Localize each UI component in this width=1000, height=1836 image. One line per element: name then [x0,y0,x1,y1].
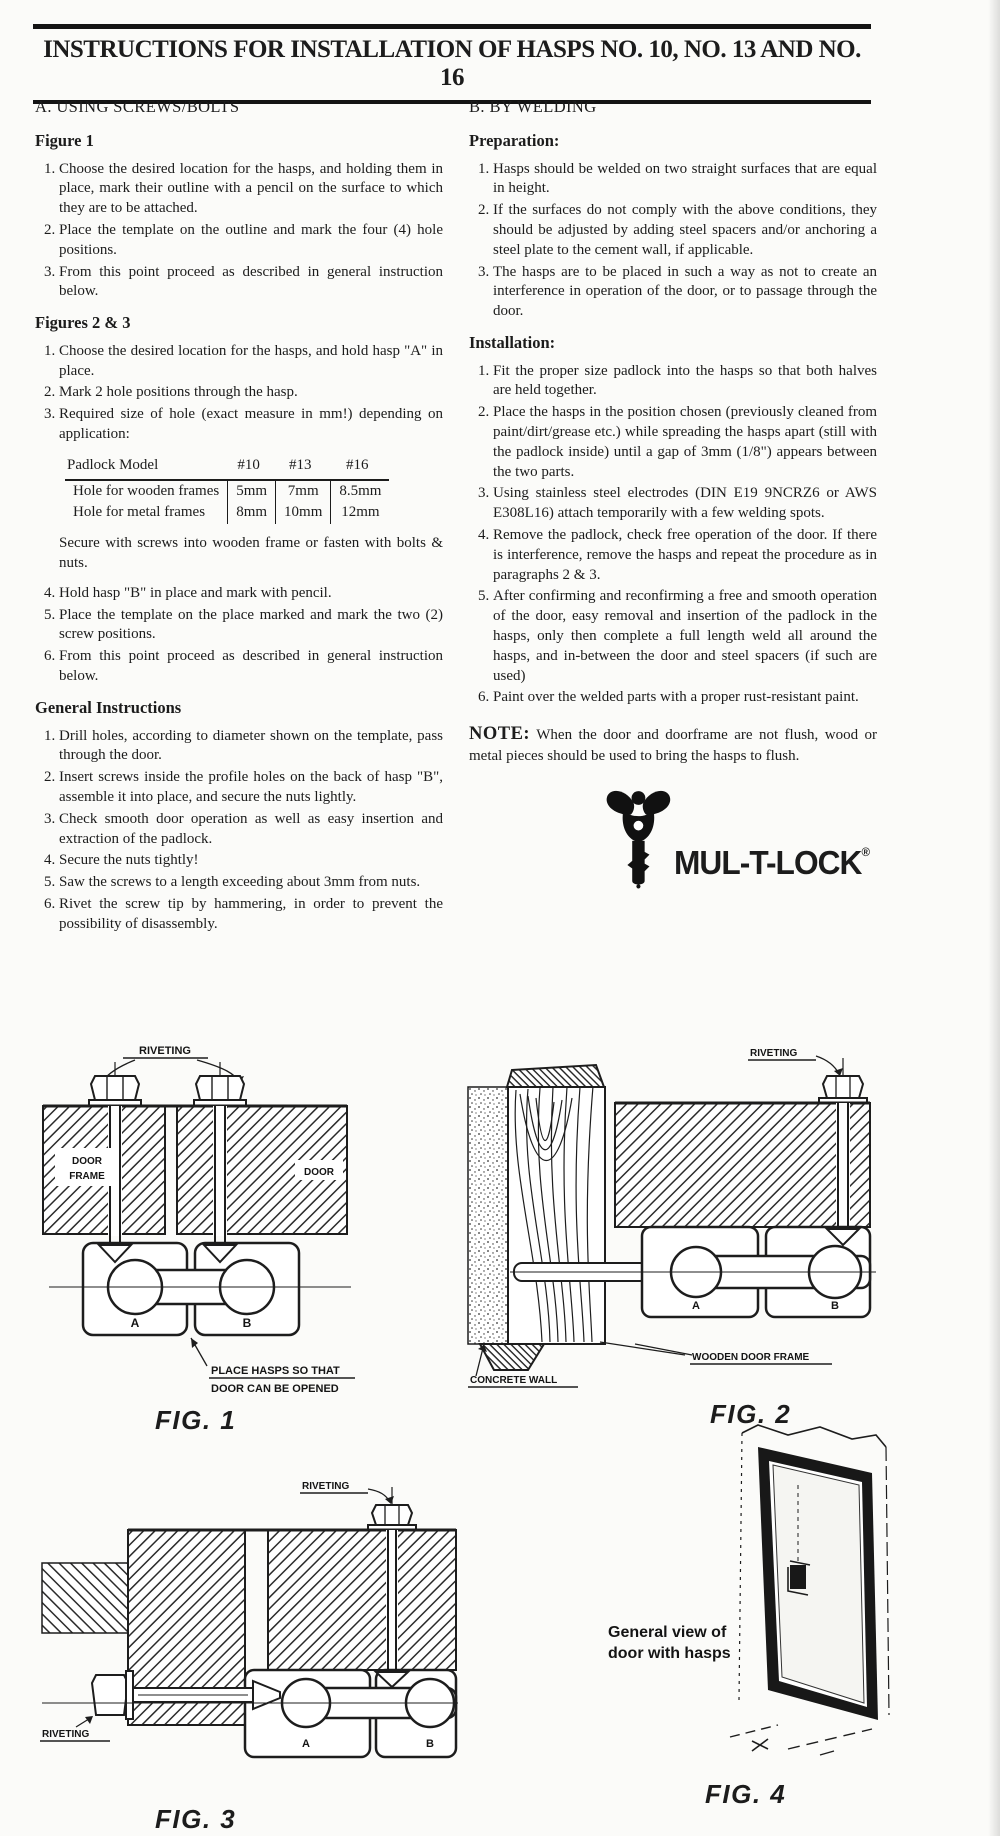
figures-section [0,1030,1000,1836]
list-item: 1. Drill holes, according to diameter shown on the template, pass through the door. [59,727,443,767]
list-item: 3. The hasps are to be placed in such a way as not to create an interference in operation of the door, or to passage through the door. [493,263,877,322]
list-item: 3. Using stainless steel electrodes (DIN E19 9NCRZ6 or AWS E308L16) attach temporarily with a few welding spots. [493,484,877,524]
list-item: 4. Secure the nuts tightly! [59,851,443,871]
logo-text: MUL-T-LOCK [673,843,862,881]
list-item: 1. Choose the desired location for the hasps, and holding them in place, mark their outline with a pencil on the surface to which they are to be attached. [59,160,443,219]
registered-mark: ® [861,844,869,859]
fig2-riveting-label: RIVETING [750,1048,798,1059]
list-item: 6. Paint over the welded parts with a proper rust-resistant paint. [493,688,877,708]
hole-size-table [65,455,389,524]
fig2-drawing [450,1042,880,1390]
list-item: 3. Check smooth door operation as well as easy insertion and extraction of the padlock. [59,810,443,850]
table-header-cell: #16 [331,455,390,480]
fig4-general-view-label: door with hasps [608,1645,731,1662]
table-cell: 8mm [228,502,276,524]
table-cell: 5mm [228,480,276,503]
left-column [35,96,443,945]
figures23-list-b [35,584,443,687]
figure-1 [35,1038,365,1436]
fig1-caption: FIG. 1 [155,1405,237,1435]
figure1-list [35,160,443,303]
figure-3 [40,1475,460,1835]
logo-wordmark [674,841,869,885]
figures23-list-a [35,342,443,445]
table-header-row [65,455,389,480]
fig2-hasp-b-label: B [831,1300,839,1312]
fig3-caption: FIG. 3 [155,1804,237,1834]
list-item: 4. Remove the padlock, check free operation of the door. If there is interference, remove the hasps and repeat the procedure as in paragraphs 2 & 3. [493,526,877,585]
fig1-door-frame-label: FRAME [69,1171,105,1182]
list-item: 4. Hold hasp "B" in place and mark with pencil. [59,584,443,604]
fig2-wooden-door-frame-label: WOODEN DOOR FRAME [692,1352,810,1363]
installation-heading: Installation: [469,332,556,352]
list-item: 6. From this point proceed as described in general instruction below. [59,647,443,687]
fig1-note-label: DOOR CAN BE OPENED [211,1383,339,1395]
note-paragraph [469,722,877,766]
fig4-caption: FIG. 4 [705,1779,787,1809]
section-a-heading: A. USING SCREWS/BOLTS [35,97,240,116]
fig3-riveting-top-label: RIVETING [302,1481,350,1492]
fig1-riveting-label: RIVETING [139,1045,191,1057]
list-item: 1. Hasps should be welded on two straight surfaces that are equal in height. [493,160,877,200]
preparation-heading: Preparation: [469,130,560,150]
table-cell: 8.5mm [331,480,390,503]
mul-t-lock-logo [597,780,877,892]
list-item: 2. Insert screws inside the profile holes on the back of hasp "B", assemble it into place, and secure the nuts lightly. [59,768,443,808]
fig4-drawing [490,1415,890,1770]
table-cell: 12mm [331,502,390,524]
table-header-cell: Padlock Model [65,455,228,480]
note-text: When the door and doorframe are not flush, wood or metal pieces should be used to bring the hasps to flush. [469,727,877,764]
list-item: 3. From this point proceed as described in general instruction below. [59,263,443,303]
fig1-door-frame-label: DOOR [72,1156,102,1167]
fig1-hasp-b-label: B [242,1316,252,1330]
general-instructions-heading: General Instructions [35,697,182,717]
list-item: 2. Mark 2 hole positions through the hasp. [59,383,443,403]
text-columns [35,96,877,945]
fig3-hasp-a-label: A [302,1738,310,1750]
figures23-heading: Figures 2 & 3 [35,313,131,333]
note-label: NOTE: [469,724,531,745]
page-title: INSTRUCTIONS FOR INSTALLATION OF HASPS NO. 10, NO. 13 AND NO. 16 [33,24,871,104]
figure-4 [490,1415,890,1810]
list-item: 1. Fit the proper size padlock into the hasps so that both halves are held together. [493,362,877,402]
table-header-cell: #10 [228,455,276,480]
fig3-hasp-b-label: B [426,1738,434,1750]
fig1-hasp-a-label: A [130,1316,140,1330]
list-item: 2. If the surfaces do not comply with the above conditions, they should be adjusted by adding steel spacers and/or anchoring a steel plate to the cement wall, if applicable. [493,201,877,260]
table-row [65,480,389,503]
fig2-concrete-wall-label: CONCRETE WALL [470,1375,558,1386]
fig3-drawing [40,1475,460,1795]
list-item: 1. Choose the desired location for the hasps, and hold hasp "A" in place. [59,342,443,382]
fig4-general-view-label: General view of [608,1624,727,1641]
list-item: 5. Place the template on the place marked and mark the two (2) screw positions. [59,606,443,646]
fig1-note-label: PLACE HASPS SO THAT [211,1365,340,1377]
figure1-heading: Figure 1 [35,130,94,150]
list-item: 2. Place the hasps in the position chosen (previously cleaned from paint/dirt/grease etc.) while spreading the hasps apart (still with the padlock inside) until a gap of 3mm (1/8") appears between the two parts. [493,403,877,482]
list-item: 6. Rivet the screw tip by hammering, in order to prevent the possibility of disassembly. [59,895,443,935]
table-row [65,502,389,524]
figure-2 [450,1042,880,1430]
list-item: 5. Saw the screws to a length exceeding about 3mm from nuts. [59,873,443,893]
table-cell: Hole for wooden frames [73,482,220,499]
fig2-hasp-a-label: A [692,1300,700,1312]
mul-t-lock-key-man-icon [597,780,680,892]
general-instructions-list [35,727,443,935]
list-item: 3. Required size of hole (exact measure in mm!) depending on application: [59,405,443,445]
table-cell: 10mm [276,502,331,524]
section-b-heading: B. BY WELDING [469,97,597,116]
preparation-list [469,160,877,322]
fig3-riveting-left-label: RIVETING [42,1729,90,1740]
secure-note: Secure with screws into wooden frame or fasten with bolts & nuts. [59,535,443,572]
installation-list [469,362,877,709]
right-column [469,96,877,945]
table-cell: 7mm [276,480,331,503]
table-header-cell: #13 [276,455,331,480]
list-item: 5. After confirming and reconfirming a free and smooth operation of the door, easy removal and insertion of the padlock in the hasps, only then complete a full length weld all around the hasps, and in-between the door and steel spacers (if such are used) [493,587,877,686]
list-item: 2. Place the template on the outline and mark the four (4) hole positions. [59,221,443,261]
fig1-drawing [35,1038,365,1396]
fig2-caption: FIG. 2 [710,1399,792,1429]
fig1-door-label: DOOR [304,1167,334,1178]
table-cell: Hole for metal frames [73,504,206,521]
